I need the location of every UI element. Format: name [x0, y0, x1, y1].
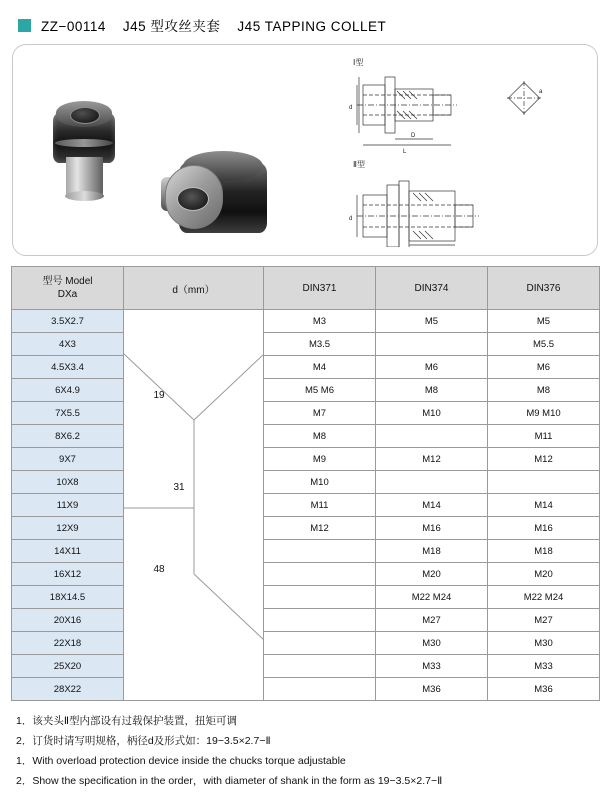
header-marker-icon — [18, 19, 31, 32]
table-row — [12, 448, 600, 471]
table-row — [12, 517, 600, 540]
cell-model: 11X9 — [12, 494, 124, 517]
cell-din374: M12 — [376, 448, 488, 471]
cell-din376: M12 — [488, 448, 600, 471]
cell-din376: M8 — [488, 379, 600, 402]
svg-text:D: D — [411, 133, 416, 139]
table-row — [12, 425, 600, 448]
technical-drawing-svg — [345, 55, 575, 247]
cell-din371: M7 — [264, 402, 376, 425]
cell-din376: M27 — [488, 609, 600, 632]
table-row — [12, 632, 600, 655]
cell-din376: M9 M10 — [488, 402, 600, 425]
cell-d-diagonal-group — [124, 310, 264, 701]
cell-din374: M20 — [376, 563, 488, 586]
svg-text:Ⅰ型: Ⅰ型 — [353, 58, 364, 67]
table-row — [12, 402, 600, 425]
cell-din371: M8 — [264, 425, 376, 448]
note-2-en: 2．Show the specification in the order，with diameter of shank in the form as 19−3.5×2.7−Ⅱ — [16, 775, 443, 787]
technical-drawings — [345, 55, 575, 247]
page-header — [10, 0, 600, 42]
cell-din376: M16 — [488, 517, 600, 540]
table-row — [12, 494, 600, 517]
cell-din371: M5 M6 — [264, 379, 376, 402]
table-header-row — [12, 267, 600, 310]
cell-din374: M16 — [376, 517, 488, 540]
header-d: d（mm） — [124, 267, 264, 310]
cell-din371 — [264, 655, 376, 678]
note-2-cn: 2．订货时请写明规格，柄径d及形式如：19−3.5×2.7−Ⅱ — [16, 735, 271, 747]
cell-din374: M27 — [376, 609, 488, 632]
d-value-19: 19 — [153, 390, 165, 401]
page-title: ZZ−00114 J45 型攻丝夹套 J45 TAPPING COLLET — [41, 19, 387, 34]
cell-din376: M30 — [488, 632, 600, 655]
cell-din376: M11 — [488, 425, 600, 448]
table-row — [12, 471, 600, 494]
cell-din376 — [488, 471, 600, 494]
cell-din374: M10 — [376, 402, 488, 425]
cell-din371 — [264, 609, 376, 632]
header-model — [12, 267, 124, 310]
table-row — [12, 379, 600, 402]
svg-text:d: d — [349, 216, 353, 222]
cell-din376: M14 — [488, 494, 600, 517]
cell-din371: M11 — [264, 494, 376, 517]
cell-model: 22X18 — [12, 632, 124, 655]
cell-din374 — [376, 333, 488, 356]
cell-din371 — [264, 586, 376, 609]
cell-din374: M30 — [376, 632, 488, 655]
cell-model: 9X7 — [12, 448, 124, 471]
cell-din376: M20 — [488, 563, 600, 586]
specification-table — [11, 266, 600, 701]
table-row — [12, 678, 600, 701]
cell-din374: M36 — [376, 678, 488, 701]
cell-din371: M3 — [264, 310, 376, 333]
cell-din371: M9 — [264, 448, 376, 471]
header-din371: DIN371 — [264, 267, 376, 310]
cell-din374: M33 — [376, 655, 488, 678]
illustration-panel — [12, 44, 598, 256]
cell-model: 8X6.2 — [12, 425, 124, 448]
svg-text:a: a — [539, 89, 543, 95]
cell-model: 18X14.5 — [12, 586, 124, 609]
cell-model: 3.5X2.7 — [12, 310, 124, 333]
cell-din374: M8 — [376, 379, 488, 402]
cell-din371: M12 — [264, 517, 376, 540]
cell-din371 — [264, 678, 376, 701]
cell-din371: M4 — [264, 356, 376, 379]
cell-din374: M5 — [376, 310, 488, 333]
table-row — [12, 563, 600, 586]
svg-text:L: L — [403, 149, 407, 155]
table-row — [12, 586, 600, 609]
cell-din376: M22 M24 — [488, 586, 600, 609]
cell-din376: M5 — [488, 310, 600, 333]
cell-din374: M22 M24 — [376, 586, 488, 609]
cell-model: 4.5X3.4 — [12, 356, 124, 379]
table-row — [12, 310, 600, 333]
cell-model: 20X16 — [12, 609, 124, 632]
cell-din374 — [376, 471, 488, 494]
cell-model: 4X3 — [12, 333, 124, 356]
table-row — [12, 655, 600, 678]
cell-model: 14X11 — [12, 540, 124, 563]
cell-din371: M3.5 — [264, 333, 376, 356]
cell-model: 7X5.5 — [12, 402, 124, 425]
cell-model: 28X22 — [12, 678, 124, 701]
d-value-31: 31 — [173, 482, 185, 493]
d-column-divider-svg — [124, 310, 264, 684]
cell-din371 — [264, 540, 376, 563]
svg-text:d: d — [349, 105, 353, 111]
header-model-line2: DXa — [57, 289, 78, 300]
notes-section — [10, 711, 600, 791]
cell-model: 25X20 — [12, 655, 124, 678]
cell-model: 12X9 — [12, 517, 124, 540]
svg-text:Ⅱ型: Ⅱ型 — [353, 160, 365, 169]
note-1-en: 1．With overload protection device inside the chucks torque adjustable — [16, 755, 346, 767]
cell-din374: M14 — [376, 494, 488, 517]
cell-din376: M33 — [488, 655, 600, 678]
cell-model: 16X12 — [12, 563, 124, 586]
cell-din371: M10 — [264, 471, 376, 494]
cell-din374 — [376, 425, 488, 448]
header-din376: DIN376 — [488, 267, 600, 310]
cell-din376: M36 — [488, 678, 600, 701]
cell-din374: M6 — [376, 356, 488, 379]
table-row — [12, 356, 600, 379]
d-value-48: 48 — [153, 564, 165, 575]
header-model-line1: 型号 Model — [42, 275, 93, 287]
cell-din376: M18 — [488, 540, 600, 563]
product-photos — [41, 67, 301, 247]
table-row — [12, 609, 600, 632]
cell-model: 6X4.9 — [12, 379, 124, 402]
note-1-cn: 1．该夹头Ⅱ型内部设有过载保护装置，扭矩可调 — [16, 715, 238, 727]
cell-din374: M18 — [376, 540, 488, 563]
cell-model: 10X8 — [12, 471, 124, 494]
header-din374: DIN374 — [376, 267, 488, 310]
cell-din371 — [264, 563, 376, 586]
table-row — [12, 333, 600, 356]
cell-din376: M6 — [488, 356, 600, 379]
cell-din376: M5.5 — [488, 333, 600, 356]
cell-din371 — [264, 632, 376, 655]
table-row — [12, 540, 600, 563]
